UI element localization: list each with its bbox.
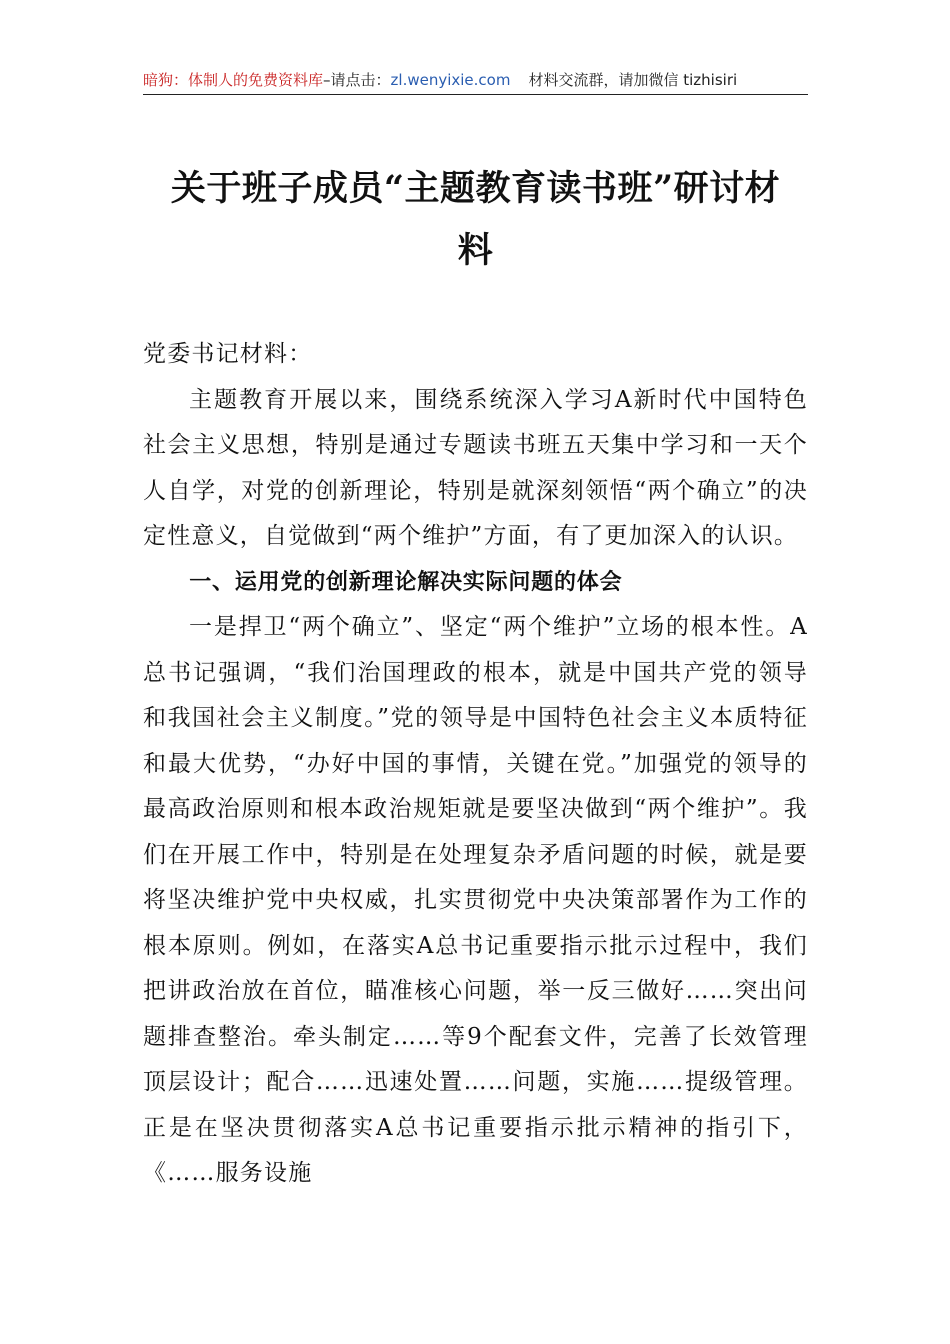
section-label: 党委书记材料： xyxy=(143,341,313,367)
paragraph-intro: 主题教育开展以来，围绕系统深入学习A新时代中国特色社会主义思想，特别是通过专题读书班五天集中学习和一天个人自学，对党的创新理论，特别是就深刻领悟“两个确立”的决定性意义，自觉做到“两个维护”方面，有了更加深入的认识。 xyxy=(143,386,808,549)
document-body xyxy=(143,332,808,1197)
header-brand: 暗狗：体制人的免费资料库 xyxy=(143,71,324,89)
page-header xyxy=(143,66,808,95)
title-line-1: 关于班子成员“主题教育读书班”研讨材 xyxy=(170,168,781,209)
header-link[interactable]: zl.wenyixie.com xyxy=(390,71,511,89)
header-prompt: –请点击： xyxy=(323,71,391,89)
title-line-2: 料 xyxy=(457,230,494,271)
header-contact: 材料交流群，请加微信 tizhisiri xyxy=(528,71,738,89)
paragraph-body: 一是捍卫“两个确立”、坚定“两个维护”立场的根本性。A总书记强调，“我们治国理政的根本，就是中国共产党的领导和我国社会主义制度。”党的领导是中国特色社会主义本质特征和最大优势，“办好中国的事情，关键在党。”加强党的领导的最高政治原则和根本政治规矩就是要坚决做到“两个维护”。我们在开展工作中，特别是在处理复杂矛盾问题的时候，就是要将坚决维护党中央权威，扎实贯彻党中央决策部署作为工作的根本原则。例如，在落实A总书记重要指示批示过程中，我们把讲政治放在首位，瞄准核心问题，举一反三做好……突出问题排查整治。牵头制定……等9个配套文件，完善了长效管理顶层设计；配合……迅速处置……问题，实施……提级管理。正是在坚决贯彻落实A总书记重要指示批示精神的指引下，《……服务设施 xyxy=(143,614,808,1186)
document-title xyxy=(143,158,808,282)
section-heading: 一、运用党的创新理论解决实际问题的体会 xyxy=(189,569,623,595)
